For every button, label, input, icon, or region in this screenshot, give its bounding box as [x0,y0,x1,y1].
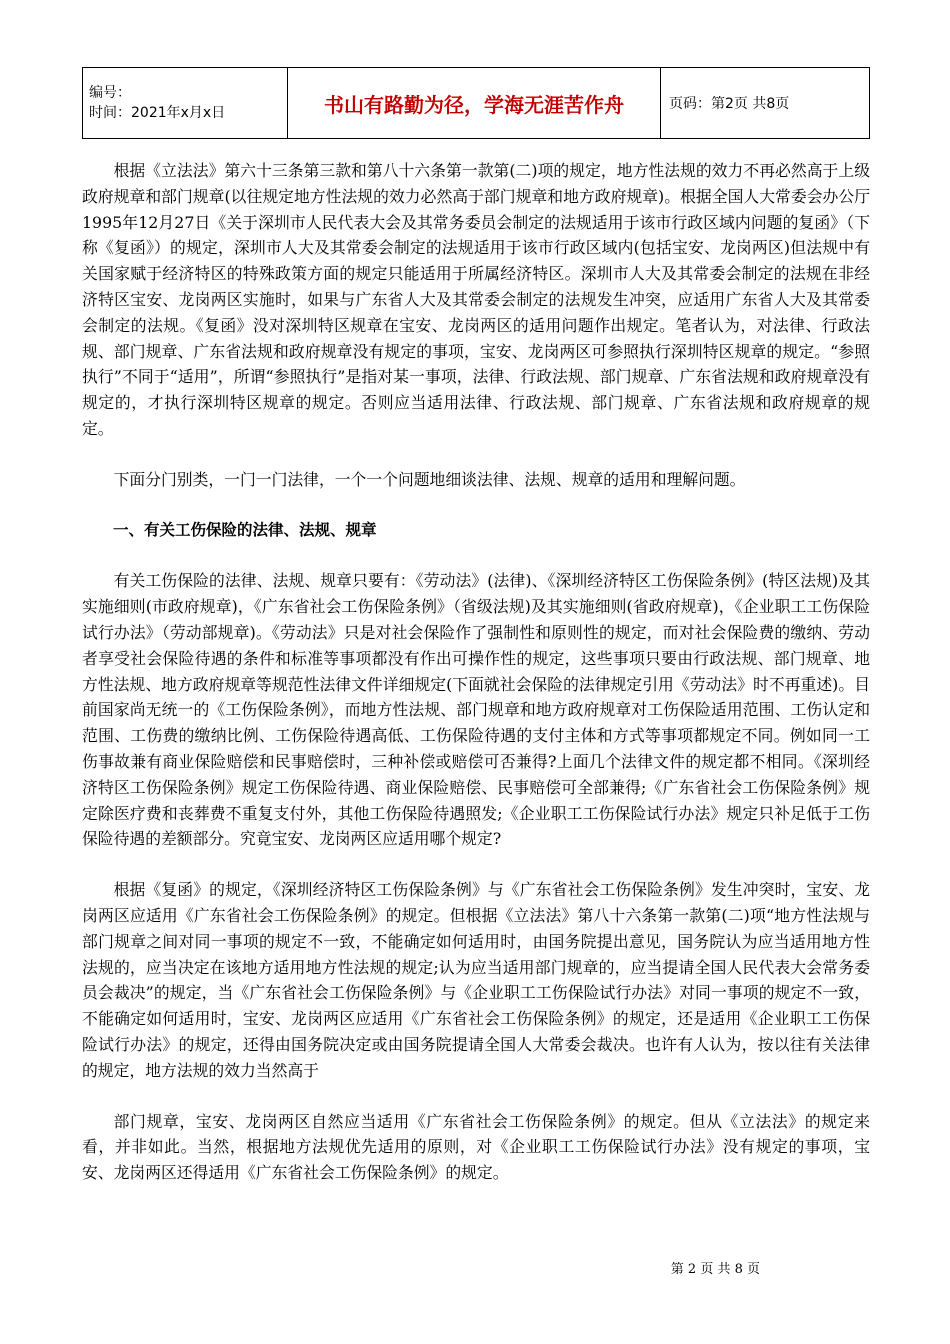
header-left-cell [83,68,288,139]
document-header [82,67,870,139]
body-paragraph-5: 部门规章，宝安、龙岗两区自然应当适用《广东省社会工伤保险条例》的规定。但从《立法法》的规定来看，并非如此。当然，根据地方法规优先适用的原则，对《企业职工工伤保险试行办法》没有规定的事项，宝安、龙岗两区还得适用《广东省社会工伤保险条例》的规定。 [82,1111,870,1183]
page-footer: 第 2 页 共 8 页 [670,1262,760,1277]
document-code-label: 编号： [89,85,131,101]
document-time-label: 时间：2021年x月x日 [89,105,226,121]
body-paragraph-4: 根据《复函》的规定，《深圳经济特区工伤保险条例》与《广东省社会工伤保险条例》发生冲突时，宝安、龙岗两区应适用《广东省社会工伤保险条例》的规定。但根据《立法法》第八十六条第一款第(二)项“地方性法规与部门规章之间对同一事项的规定不一致，不能确定如何适用时，由国务院提出意见，国务院认为应当适用地方性法规的，应当决定在该地方适用地方性法规的规定;认为应当适用部门规章的，应当提请全国人民代表大会常务委员会裁决”的规定，当《广东省社会工伤保险条例》与《企业职工工伤保险试行办法》对同一事项的规定不一致，不能确定如何适用时，宝安、龙岗两区应适用《广东省社会工伤保险条例》的规定，还是适用《企业职工工伤保险试行办法》的规定，还得由国务院决定或由国务院提请全国人大常委会裁决。也许有人认为，按以往有关法律的规定，地方法规的效力当然高于 [82,880,870,1080]
body-paragraph-2: 下面分门别类，一门一门法律，一个一个问题地细谈法律、法规、规章的适用和理解问题。 [113,469,746,489]
document-body [82,158,870,1186]
header-page-info: 页码：第2页 共8页 [661,68,870,139]
body-paragraph-1: 根据《立法法》第六十三条第三款和第八十六条第一款第(二)项的规定，地方性法规的效力不再必然高于上级政府规章和部门规章(以往规定地方性法规的效力必然高于部门规章和地方政府规章)。根据全国人大常委会办公厅1995年12月27日《关于深圳市人民代表大会及其常务委员会制定的法规适用于该市行政区域内问题的复函》（下称《复函》）的规定，深圳市人大及其常委会制定的法规适用于该市行政区域内(包括宝安、龙岗两区)但法规中有关国家赋于经济特区的特殊政策方面的规定只能适用于所属经济特区。深圳市人大及其常委会制定的法规在非经济特区宝安、龙岗两区实施时，如果与广东省人大及其常委会制定的法规发生冲突，应适用广东省人大及其常委会制定的法规。《复函》没对深圳特区规章在宝安、龙岗两区的适用问题作出规定。笔者认为，对法律、行政法规、部门规章、广东省法规和政府规章没有规定的事项，宝安、龙岗两区可参照执行深圳特区规章的规定。“参照执行”不同于“适用”，所谓“参照执行”是指对某一事项，法律、行政法规、部门规章、广东省法规和政府规章没有规定的，才执行深圳特区规章的规定。否则应当适用法律、行政法规、部门规章、广东省法规和政府规章的规定。 [82,161,870,438]
section-heading: 一、有关工伤保险的法律、法规、规章 [113,520,377,539]
body-paragraph-3: 有关工伤保险的法律、法规、规章只要有：《劳动法》(法律)、《深圳经济特区工伤保险条例》(特区法规)及其实施细则(市政府规章)，《广东省社会工伤保险条例》（省级法规)及其实施细则(省政府规章)，《企业职工工伤保险试行办法》（劳动部规章)。《劳动法》只是对社会保险作了强制性和原则性的规定，而对社会保险费的缴纳、劳动者享受社会保险待遇的条件和标准等事项都没有作出可操作性的规定，这些事项只要由行政法规、部门规章、地方性法规、地方政府规章等规范性法律文件详细规定(下面就社会保险的法律规定引用《劳动法》时不再重述)。目前国家尚无统一的《工伤保险条例》，而地方性法规、部门规章和地方政府规章对工伤保险适用范围、工伤认定和范围、工伤费的缴纳比例、工伤保险待遇高低、工伤保险待遇的支付主体和方式等事项都规定不同。例如同一工伤事故兼有商业保险赔偿和民事赔偿时，三种补偿或赔偿可否兼得?上面几个法律文件的规定都不相同。《深圳经济特区工伤保险条例》规定工伤保险待遇、商业保险赔偿、民事赔偿可全部兼得;《广东省社会工伤保险条例》规定除医疗费和丧葬费不重复支付外，其他工伤保险待遇照发;《企业职工工伤保险试行办法》规定只补足低于工伤保险待遇的差额部分。究竟宝安、龙岗两区应适用哪个规定? [82,571,870,849]
header-motto: 书山有路勤为径，学海无涯苦作舟 [288,68,661,139]
